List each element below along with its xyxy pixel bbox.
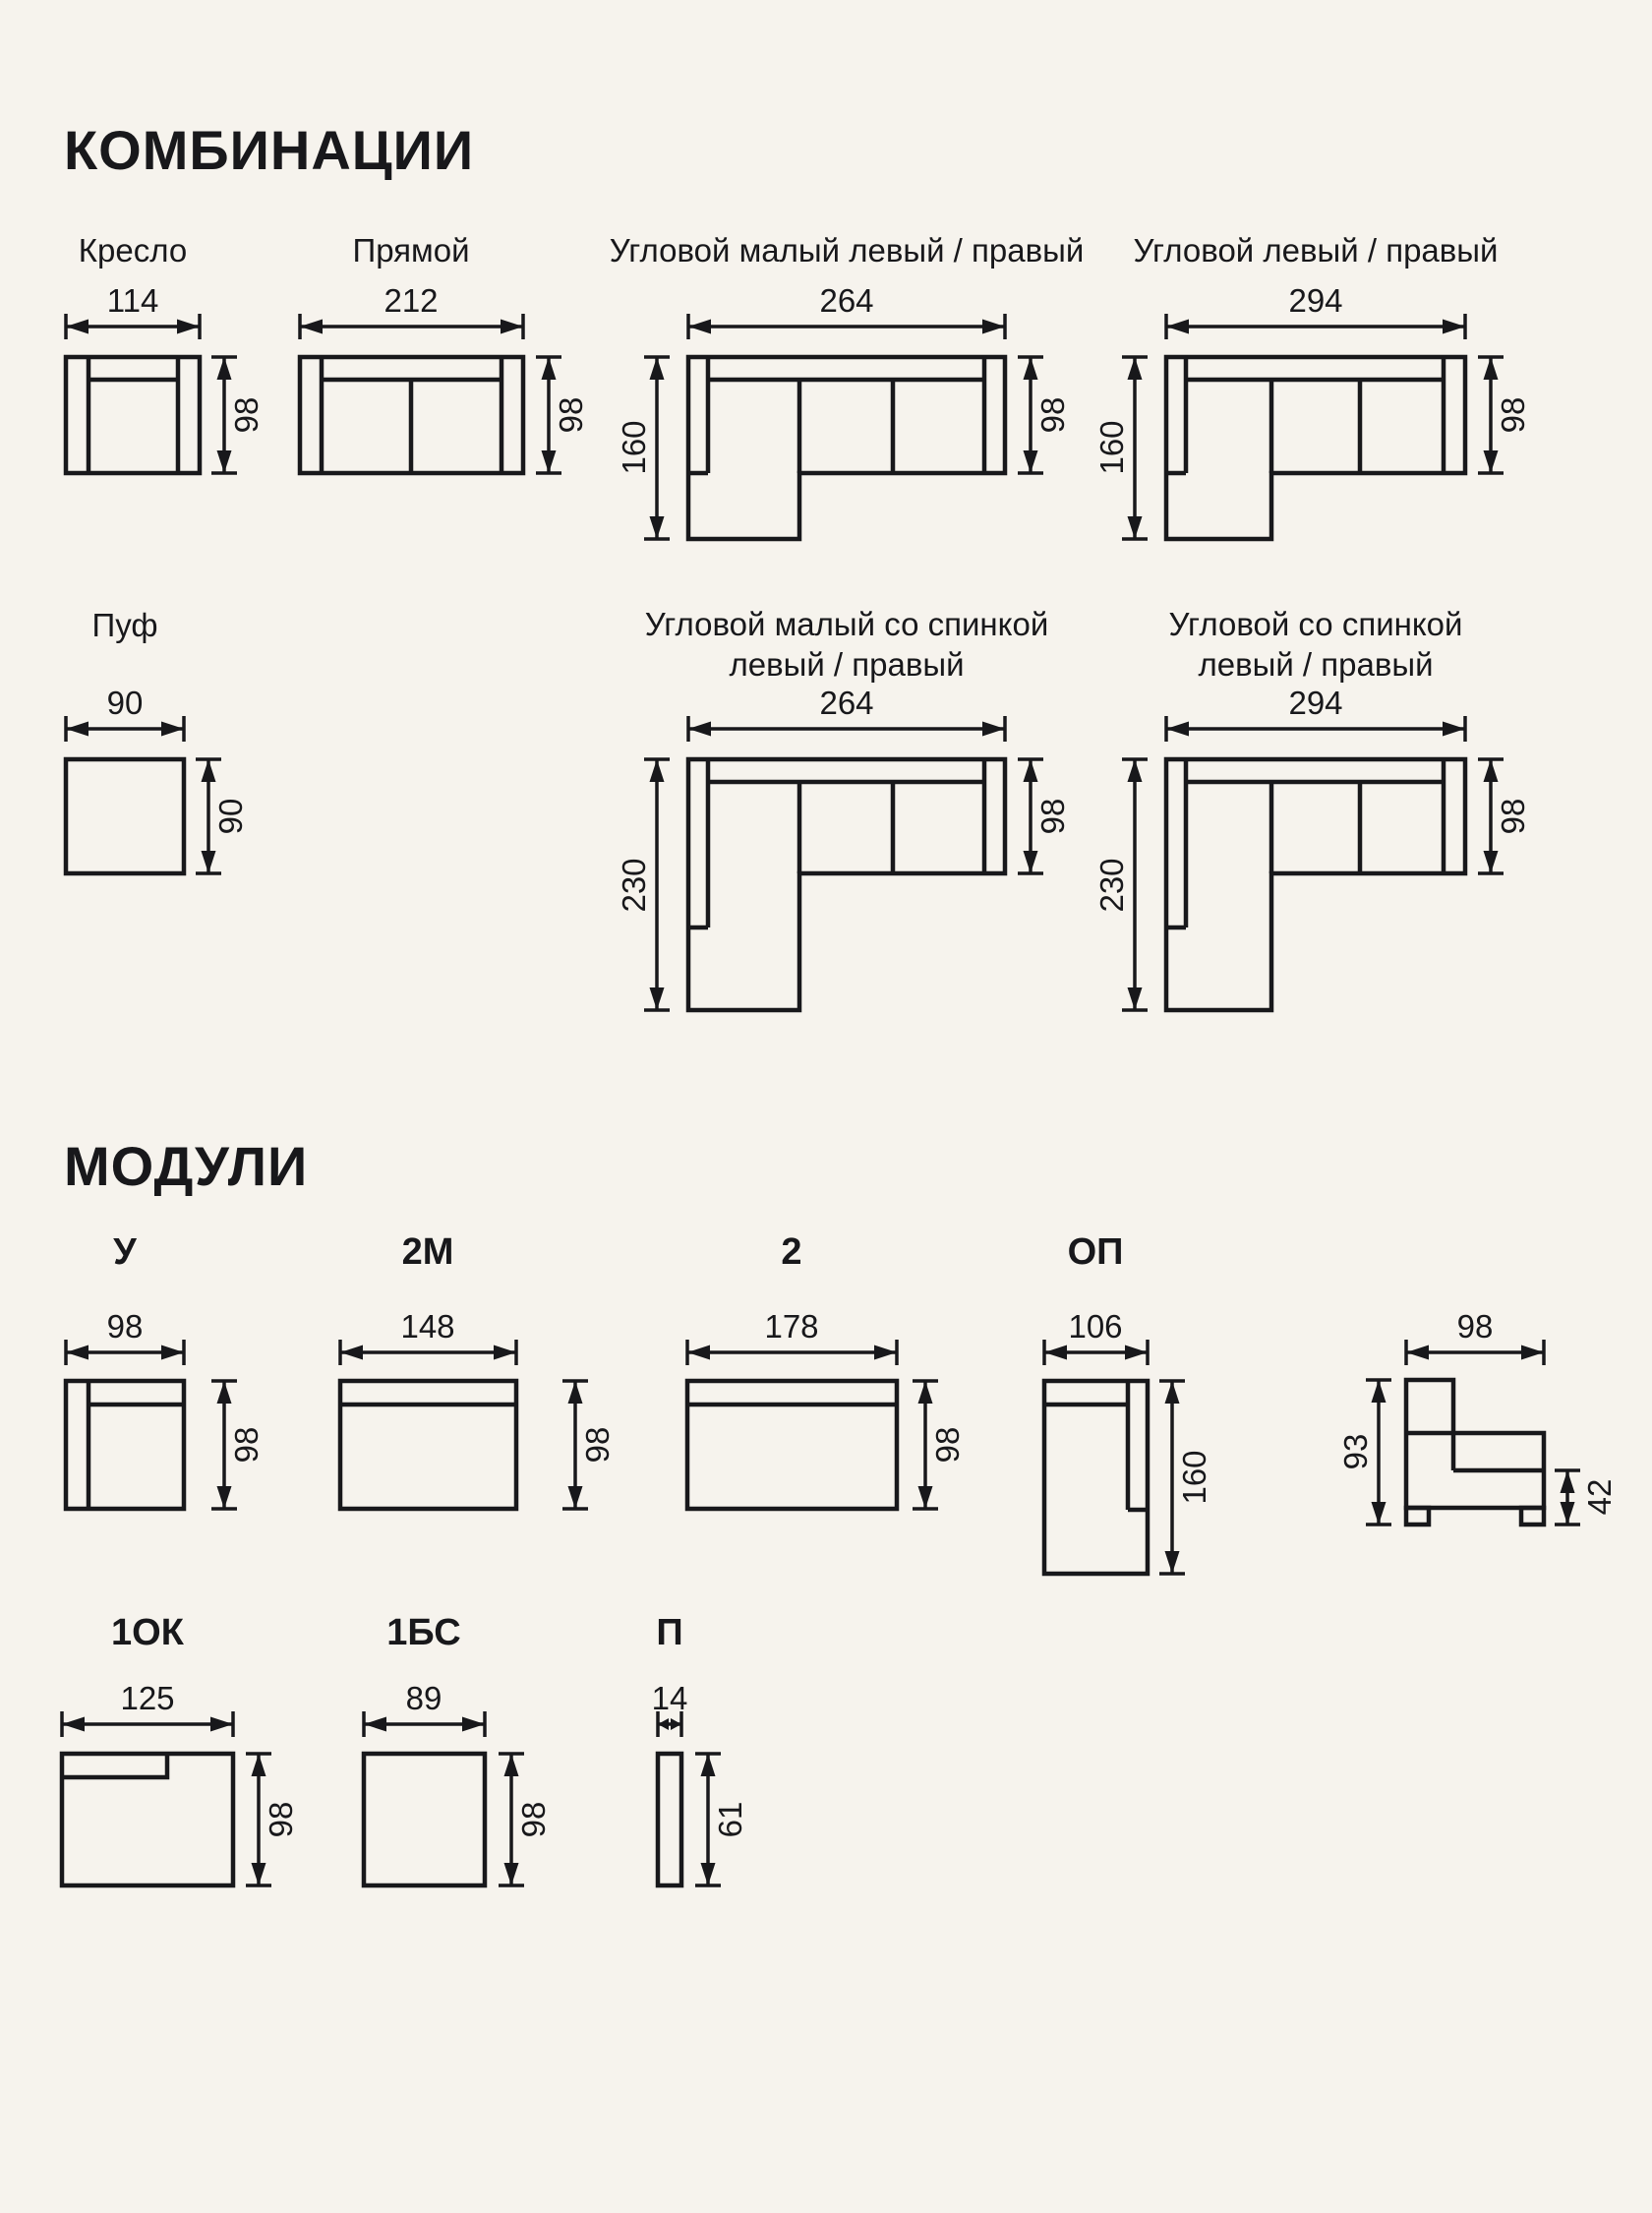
dim-value: 98 [228,396,265,434]
uglovoy-width-dim [1166,282,1465,327]
uglovoy-height-dim [1491,357,1531,473]
pryamoy-width-dim [300,282,523,327]
dim-value: 98 [1495,798,1531,835]
module-1bs [364,1612,552,1885]
dim-value: 160 [1176,1450,1212,1505]
figure-uglovoy-maly [610,232,1085,539]
dim-value: 90 [212,798,249,835]
module-op-outline [1044,1381,1148,1574]
dim-value: 42 [1581,1478,1618,1516]
module-u-outline [66,1381,184,1509]
dim-value: 98 [515,1801,552,1838]
uglovoy-depth-dim [1093,357,1135,539]
module-2-label: 2 [781,1231,802,1273]
module-2-outline [687,1381,897,1509]
puf-label: Пуф [91,607,158,643]
kreslo-label: Кресло [78,232,188,269]
module-side-view [1337,1308,1618,1525]
module-1ok-height-dim [259,1754,299,1885]
dim-value: 90 [106,685,144,721]
module-1ok-backrest-line [62,1754,167,1777]
dim-value: 98 [929,1426,966,1464]
side-view-width-dim [1406,1308,1544,1352]
dim-value: 98 [228,1426,265,1464]
module-u-height-dim [224,1381,265,1509]
uglovoy-spinka-outline [1166,759,1465,1010]
uglovoy-label: Угловой левый / правый [1133,232,1499,269]
dim-value: 14 [651,1680,688,1716]
figure-pryamoy [300,232,589,473]
module-p-width-dim [652,1680,688,1724]
side-view-foot-right [1521,1508,1544,1525]
module-1ok-label: 1ОК [111,1612,184,1653]
uglovoy-maly-label: Угловой малый левый / правый [609,232,1085,269]
section-title-combinations: КОМБИНАЦИИ [64,119,475,181]
uglovoy-spinka-label-line2: левый / правый [1198,646,1434,683]
dim-value: 89 [405,1680,442,1716]
dim-value: 125 [120,1680,175,1716]
pryamoy-height-dim [549,357,589,473]
uglovoy-maly-spinka-depth-dim [616,759,657,1010]
uglovoy-outline [1166,357,1465,539]
dim-value: 98 [1034,798,1071,835]
dim-value: 98 [1495,396,1531,434]
section-title-modules: МОДУЛИ [64,1135,309,1197]
module-op-label: ОП [1067,1231,1124,1273]
module-op-width-dim [1044,1308,1148,1352]
figure-puf [66,607,249,873]
uglovoy-maly-width-dim [688,282,1005,327]
uglovoy-maly-spinka-width-dim [688,685,1005,729]
dim-value: 98 [1456,1308,1494,1345]
module-p-label: П [656,1612,683,1653]
dim-value: 98 [1034,396,1071,434]
uglovoy-maly-spinka-height-dim [1031,759,1071,873]
dim-value: 98 [106,1308,144,1345]
module-u [66,1231,265,1509]
module-1ok-width-dim [62,1680,233,1724]
dim-value: 160 [616,420,652,475]
figure-uglovoy-maly-spinka [616,606,1071,1010]
uglovoy-maly-spinka-label-line2: левый / правый [729,646,965,683]
module-2-height-dim [925,1381,966,1509]
dim-value: 160 [1093,420,1130,475]
dim-value: 93 [1337,1433,1374,1470]
module-u-label: У [113,1231,137,1273]
uglovoy-maly-outline [688,357,1005,539]
side-view-foot-left [1406,1508,1429,1525]
uglovoy-spinka-label-line1: Угловой со спинкой [1168,606,1463,642]
dim-value: 264 [819,282,874,319]
dim-value: 114 [106,282,159,319]
kreslo-width-dim [66,282,200,327]
module-2m [340,1231,616,1509]
pryamoy-label: Прямой [352,232,470,269]
module-2 [687,1231,966,1509]
uglovoy-spinka-width-dim [1166,685,1465,729]
module-2m-outline [340,1381,516,1509]
uglovoy-spinka-depth-dim [1093,759,1135,1010]
module-op [1044,1231,1212,1574]
module-p-outline [658,1754,681,1885]
puf-height-dim [208,759,249,873]
module-2-width-dim [687,1308,897,1352]
module-2m-height-dim [575,1381,616,1509]
module-1bs-label: 1БС [386,1612,461,1653]
dim-value: 106 [1068,1308,1123,1345]
module-2m-label: 2М [401,1231,454,1273]
module-1bs-width-dim [364,1680,485,1724]
dim-value: 230 [1093,858,1130,913]
dim-value: 98 [579,1426,616,1464]
module-u-width-dim [66,1308,184,1352]
dim-value: 178 [764,1308,819,1345]
module-1bs-outline [364,1754,485,1885]
uglovoy-maly-spinka-outline [688,759,1005,1010]
module-p [652,1612,748,1885]
figure-uglovoy-spinka [1093,606,1531,1010]
module-1bs-height-dim [511,1754,552,1885]
uglovoy-maly-spinka-label-line1: Угловой малый со спинкой [644,606,1049,642]
module-p-height-dim [708,1754,748,1885]
module-1ok-outline [62,1754,233,1885]
dim-value: 61 [712,1801,748,1838]
dim-value: 98 [553,396,589,434]
uglovoy-maly-depth-dim [616,357,657,539]
side-view-profile [1406,1380,1544,1508]
dim-value: 98 [263,1801,299,1838]
figure-kreslo [66,232,265,473]
figure-uglovoy [1093,232,1531,539]
module-1ok [62,1612,299,1885]
side-view-height-dim [1337,1380,1379,1525]
module-op-height-dim [1172,1381,1212,1574]
module-2m-width-dim [340,1308,516,1352]
side-view-seat-height-dim [1567,1470,1618,1525]
dim-value: 294 [1288,685,1343,721]
dim-value: 148 [400,1308,455,1345]
dim-value: 230 [616,858,652,913]
kreslo-height-dim [224,357,265,473]
uglovoy-maly-height-dim [1031,357,1071,473]
dim-value: 294 [1288,282,1343,319]
uglovoy-spinka-height-dim [1491,759,1531,873]
dim-value: 212 [384,282,439,319]
puf-width-dim [66,685,184,729]
dim-value: 264 [819,685,874,721]
puf-outline [66,759,184,873]
